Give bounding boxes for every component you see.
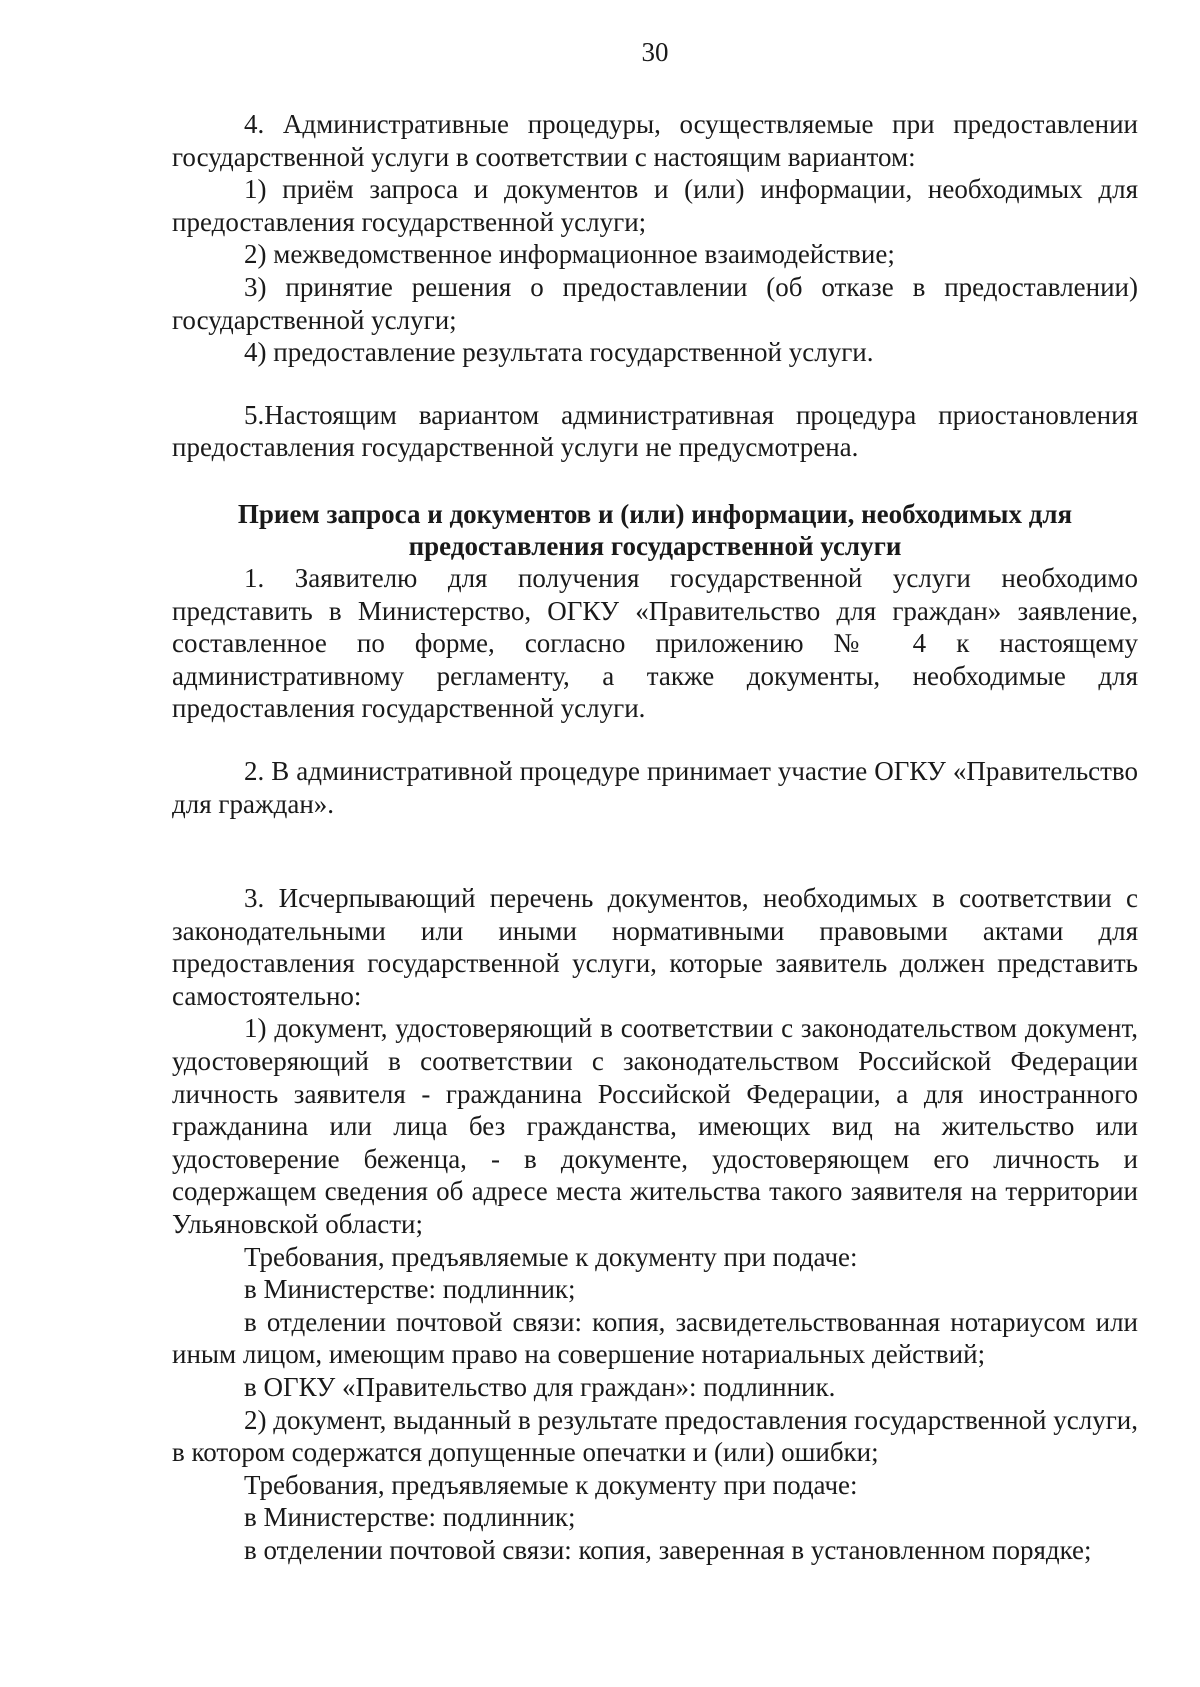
section-heading-line-1: Прием запроса и документов и (или) информации, необходимых для: [237, 498, 1073, 529]
spacer: [172, 820, 1138, 882]
document-2-requirement-ministry: в Министерстве: подлинник;: [244, 1502, 576, 1533]
document-1-requirements-title: Требования, предъявляемые к документу при подаче:: [244, 1241, 858, 1272]
document-2-requirement-post: в отделении почтовой связи: копия, заверенная в установленном порядке;: [244, 1534, 1092, 1565]
document-2-description: 2) документ, выданный в результате предоставления государственной услуги, в котором содержатся допущенные опечатки и (или) ошибки;: [172, 1404, 1138, 1468]
document-1-requirement-ministry: в Министерстве: подлинник;: [244, 1274, 576, 1305]
section-5-text: 5.Настоящим вариантом административная процедура приостановления предоставления государственной услуги не предусмотрена.: [172, 399, 1138, 463]
section-4-intro: 4. Административные процедуры, осуществляемые при предоставлении государственной услуги в соответствии с настоящим вариантом:: [172, 109, 1138, 172]
page-number: 30: [641, 37, 669, 67]
section-4-item-1: 1) приём запроса и документов и (или) информации, необходимых для предоставления государственной услуги;: [172, 174, 1138, 237]
document-1-requirement-ogku: в ОГКУ «Правительство для граждан»: подлинник.: [244, 1372, 836, 1402]
page-content: [172, 108, 1138, 1567]
document-1-requirement-post: в отделении почтовой связи: копия, засвидетельствованная нотариусом или иным лицом, имеющим право на совершение нотариальных действий;: [172, 1306, 1138, 1370]
spacer: [172, 464, 1138, 498]
section-4-item-2: 2) межведомственное информационное взаимодействие;: [244, 239, 895, 270]
section-4-item-4: 4) предоставление результата государственной услуги.: [244, 337, 874, 368]
document-2-requirements-title: Требования, предъявляемые к документу при подаче:: [244, 1469, 858, 1500]
reception-paragraph-3: 3. Исчерпывающий перечень документов, необходимых в соответствии с законодательными или иными нормативными правовыми актами для предоставления государственной услуги, которые заявитель должен представить самостоятельно:: [172, 883, 1138, 1011]
spacer: [172, 725, 1138, 755]
reception-paragraph-1: 1. Заявителю для получения государственной услуги необходимо представить в Министерство, ОГКУ «Правительство для граждан» заявление, составленное по форме, согласно приложению № 4 к настоящему административному регламенту, а также документы, необходимые для предоставления государственной услуги.: [172, 562, 1138, 724]
section-heading-line-2: предоставления государственной услуги: [408, 530, 902, 561]
section-heading: [172, 498, 1138, 562]
spacer: [172, 369, 1138, 399]
reception-paragraph-2: 2. В административной процедуре принимает участие ОГКУ «Правительство для граждан».: [172, 755, 1138, 819]
document-1-description: 1) документ, удостоверяющий в соответствии с законодательством документ, удостоверяющий в соответствии с законодательством Российской Федерации личность заявителя - гражданина Российской Федерации, а для иностранного гражданина или лица без гражданства, имеющих вид на жительство или удостоверение беженца, - в документе, удостоверяющем его личность и содержащем сведения об адресе места жительства такого заявителя на территории Ульяновской области;: [172, 1013, 1138, 1240]
section-4-item-3: 3) принятие решения о предоставлении (об отказе в предоставлении) государственной услуги;: [172, 271, 1138, 335]
